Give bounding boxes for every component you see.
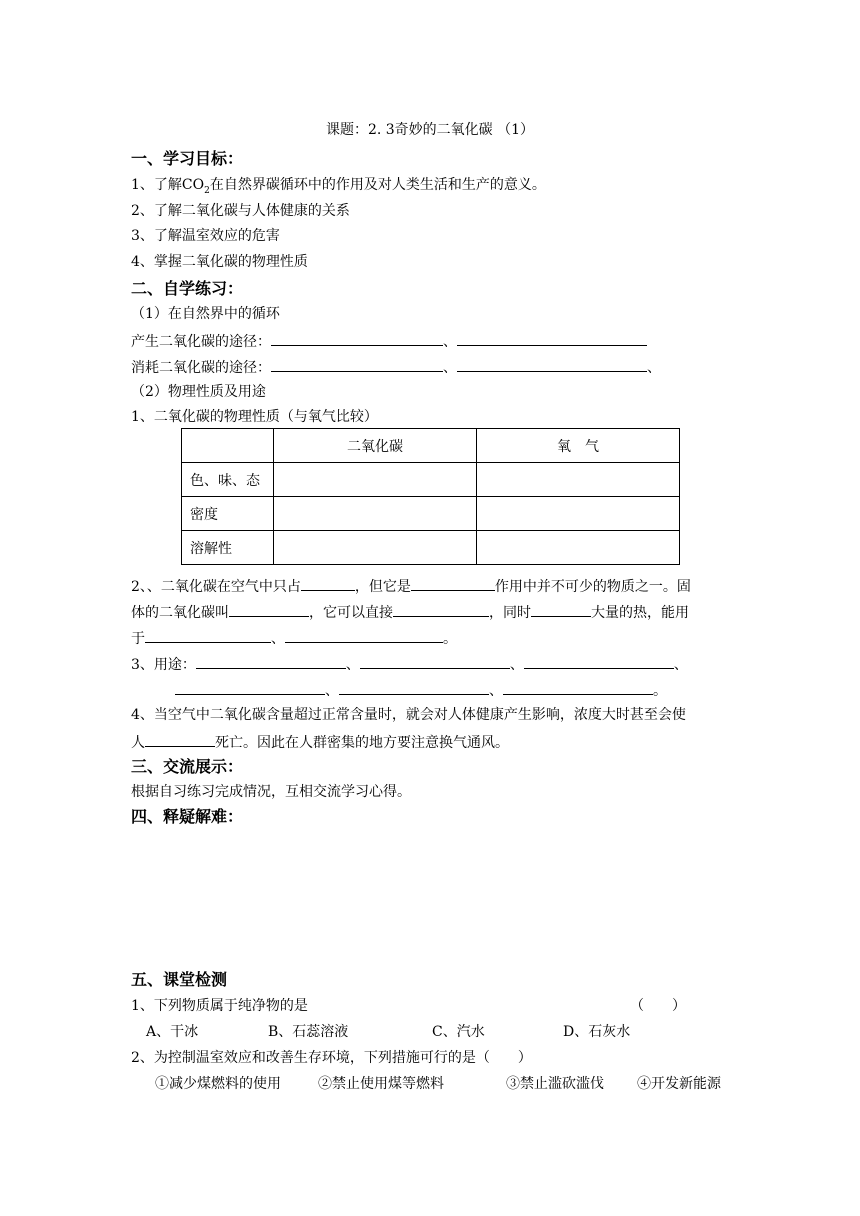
- q2-text-b: ，但它是: [354, 579, 411, 595]
- table-header-row: [182, 429, 680, 463]
- q2-text-f: ，同时: [489, 605, 531, 621]
- separator: 、: [673, 657, 688, 673]
- table-cell-input[interactable]: [477, 531, 680, 565]
- answer-parenthesis[interactable]: （ ）: [630, 998, 686, 1014]
- objective-item-2: 2、了解二氧化碳与人体健康的关系: [131, 203, 350, 219]
- separator: 、: [345, 657, 360, 673]
- separator: 、: [647, 360, 661, 376]
- q2-text-a: 2、、二氧化碳在空气中只占: [131, 579, 301, 595]
- test-question-2: 2、为控制温室效应和改善生存环境，下列措施可行的是（ ）: [131, 1050, 532, 1066]
- objective-item-1: [131, 176, 546, 200]
- question-1: 1、二氧化碳的物理性质（与氧气比较）: [131, 409, 378, 425]
- question-3-line-1: [131, 654, 688, 674]
- question-4-line-2: [131, 732, 509, 752]
- q2-blank-7[interactable]: [285, 628, 443, 643]
- co2-subscript: 2: [204, 185, 210, 196]
- table-cell-input[interactable]: [274, 531, 477, 565]
- use-blank-5[interactable]: [339, 680, 489, 695]
- produce-label: 产生二氧化碳的途径：: [131, 334, 271, 350]
- use-blank-2[interactable]: [360, 654, 510, 669]
- q2-text-d: 体的二氧化碳叫: [131, 605, 229, 621]
- q3-label: 3、用途：: [131, 657, 196, 673]
- q2-blank-2[interactable]: [411, 576, 495, 591]
- question-3-line-2: [175, 680, 667, 700]
- separator: 、: [325, 683, 339, 699]
- section-heading-self-study: 二、自学练习：: [131, 279, 244, 298]
- separator: 、: [271, 631, 285, 647]
- measure-3[interactable]: ③禁止滥砍滥伐: [506, 1076, 604, 1092]
- objective-item-4: 4、掌握二氧化碳的物理性质: [131, 254, 308, 270]
- q2-end: 。: [443, 631, 457, 647]
- option-d[interactable]: D、石灰水: [563, 1024, 631, 1040]
- subsection-properties: （2）物理性质及用途: [131, 384, 266, 400]
- use-blank-1[interactable]: [196, 654, 346, 669]
- table-row: [182, 463, 680, 497]
- q2-blank-3[interactable]: [229, 602, 309, 617]
- option-a[interactable]: A、干冰: [146, 1024, 199, 1040]
- section-heading-class-test: 五、课堂检测: [131, 970, 228, 989]
- objective-item-1-start: 1、了解CO: [131, 177, 205, 193]
- question-4-line-1: 4、当空气中二氧化碳含量超过正常含量时，就会对人体健康产生影响，浓度大时甚至会使: [131, 707, 686, 723]
- q2-text-h: 于: [131, 631, 145, 647]
- section-heading-qa: 四、释疑解难：: [131, 807, 244, 826]
- use-blank-6[interactable]: [503, 680, 653, 695]
- consume-label: 消耗二氧化碳的途径：: [131, 360, 271, 376]
- measure-4[interactable]: ④开发新能源: [637, 1076, 721, 1092]
- q2-blank-5[interactable]: [531, 602, 591, 617]
- exchange-text: 根据自习练习完成情况，互相交流学习心得。: [131, 784, 411, 800]
- consume-line: [131, 357, 661, 377]
- measure-1[interactable]: ①减少煤燃料的使用: [155, 1076, 281, 1092]
- table-cell-input[interactable]: [274, 497, 477, 531]
- q4-text-c: 死亡。因此在人群密集的地方要注意换气通风。: [215, 735, 509, 751]
- table-row: [182, 497, 680, 531]
- measure-2[interactable]: ②禁止使用煤等燃料: [318, 1076, 444, 1092]
- produce-line: [131, 331, 647, 351]
- question-2-line-2: [131, 602, 689, 622]
- separator: 、: [489, 683, 503, 699]
- section-heading-exchange: 三、交流展示：: [131, 757, 244, 776]
- separator: 、: [509, 657, 524, 673]
- q2-text-e: ，它可以直接: [309, 605, 393, 621]
- test-question-1: 1、下列物质属于纯净物的是: [131, 998, 308, 1014]
- table-header-co2: 二氧化碳: [274, 429, 477, 463]
- q2-text-g: 大量的热，能用: [591, 605, 689, 621]
- section-heading-objectives: 一、学习目标：: [131, 149, 244, 168]
- row-label-solubility: 溶解性: [182, 531, 274, 565]
- q2-text-c: 作用中并不可少的物质之一。固: [494, 579, 691, 595]
- table-cell-input[interactable]: [274, 463, 477, 497]
- table-header-oxygen: 氧 气: [477, 429, 680, 463]
- use-blank-3[interactable]: [524, 654, 674, 669]
- objective-item-1-rest: 在自然界碳循环中的作用及对人类生活和生产的意义。: [209, 177, 546, 193]
- consume-blank-2[interactable]: [457, 357, 647, 372]
- option-b[interactable]: B、石蕊溶液: [268, 1024, 349, 1040]
- q2-blank-6[interactable]: [145, 628, 271, 643]
- q4-text-b: 人: [131, 735, 145, 751]
- option-c[interactable]: C、汽水: [432, 1024, 485, 1040]
- use-blank-4[interactable]: [175, 680, 325, 695]
- q2-blank-1[interactable]: [301, 576, 355, 591]
- row-label-color-smell-state: 色、味、态: [182, 463, 274, 497]
- table-cell-input[interactable]: [477, 497, 680, 531]
- comparison-table: [181, 428, 680, 565]
- row-label-density: 密度: [182, 497, 274, 531]
- separator: 、: [443, 334, 457, 350]
- produce-blank-2[interactable]: [457, 331, 647, 346]
- consume-blank-1[interactable]: [271, 357, 443, 372]
- table-row: [182, 531, 680, 565]
- objective-item-3: 3、了解温室效应的危害: [131, 228, 280, 244]
- table-header-empty: [182, 429, 274, 463]
- q3-end: 。: [653, 683, 667, 699]
- produce-blank-1[interactable]: [271, 331, 443, 346]
- question-2-line-1: [131, 576, 691, 596]
- question-2-line-3: [131, 628, 457, 648]
- page-title: 课题：2. 3奇妙的二氧化碳 （1）: [325, 122, 535, 138]
- table-cell-input[interactable]: [477, 463, 680, 497]
- q4-blank[interactable]: [145, 732, 215, 747]
- q2-blank-4[interactable]: [393, 602, 489, 617]
- subsection-cycle: （1）在自然界中的循环: [131, 306, 280, 322]
- separator: 、: [443, 360, 457, 376]
